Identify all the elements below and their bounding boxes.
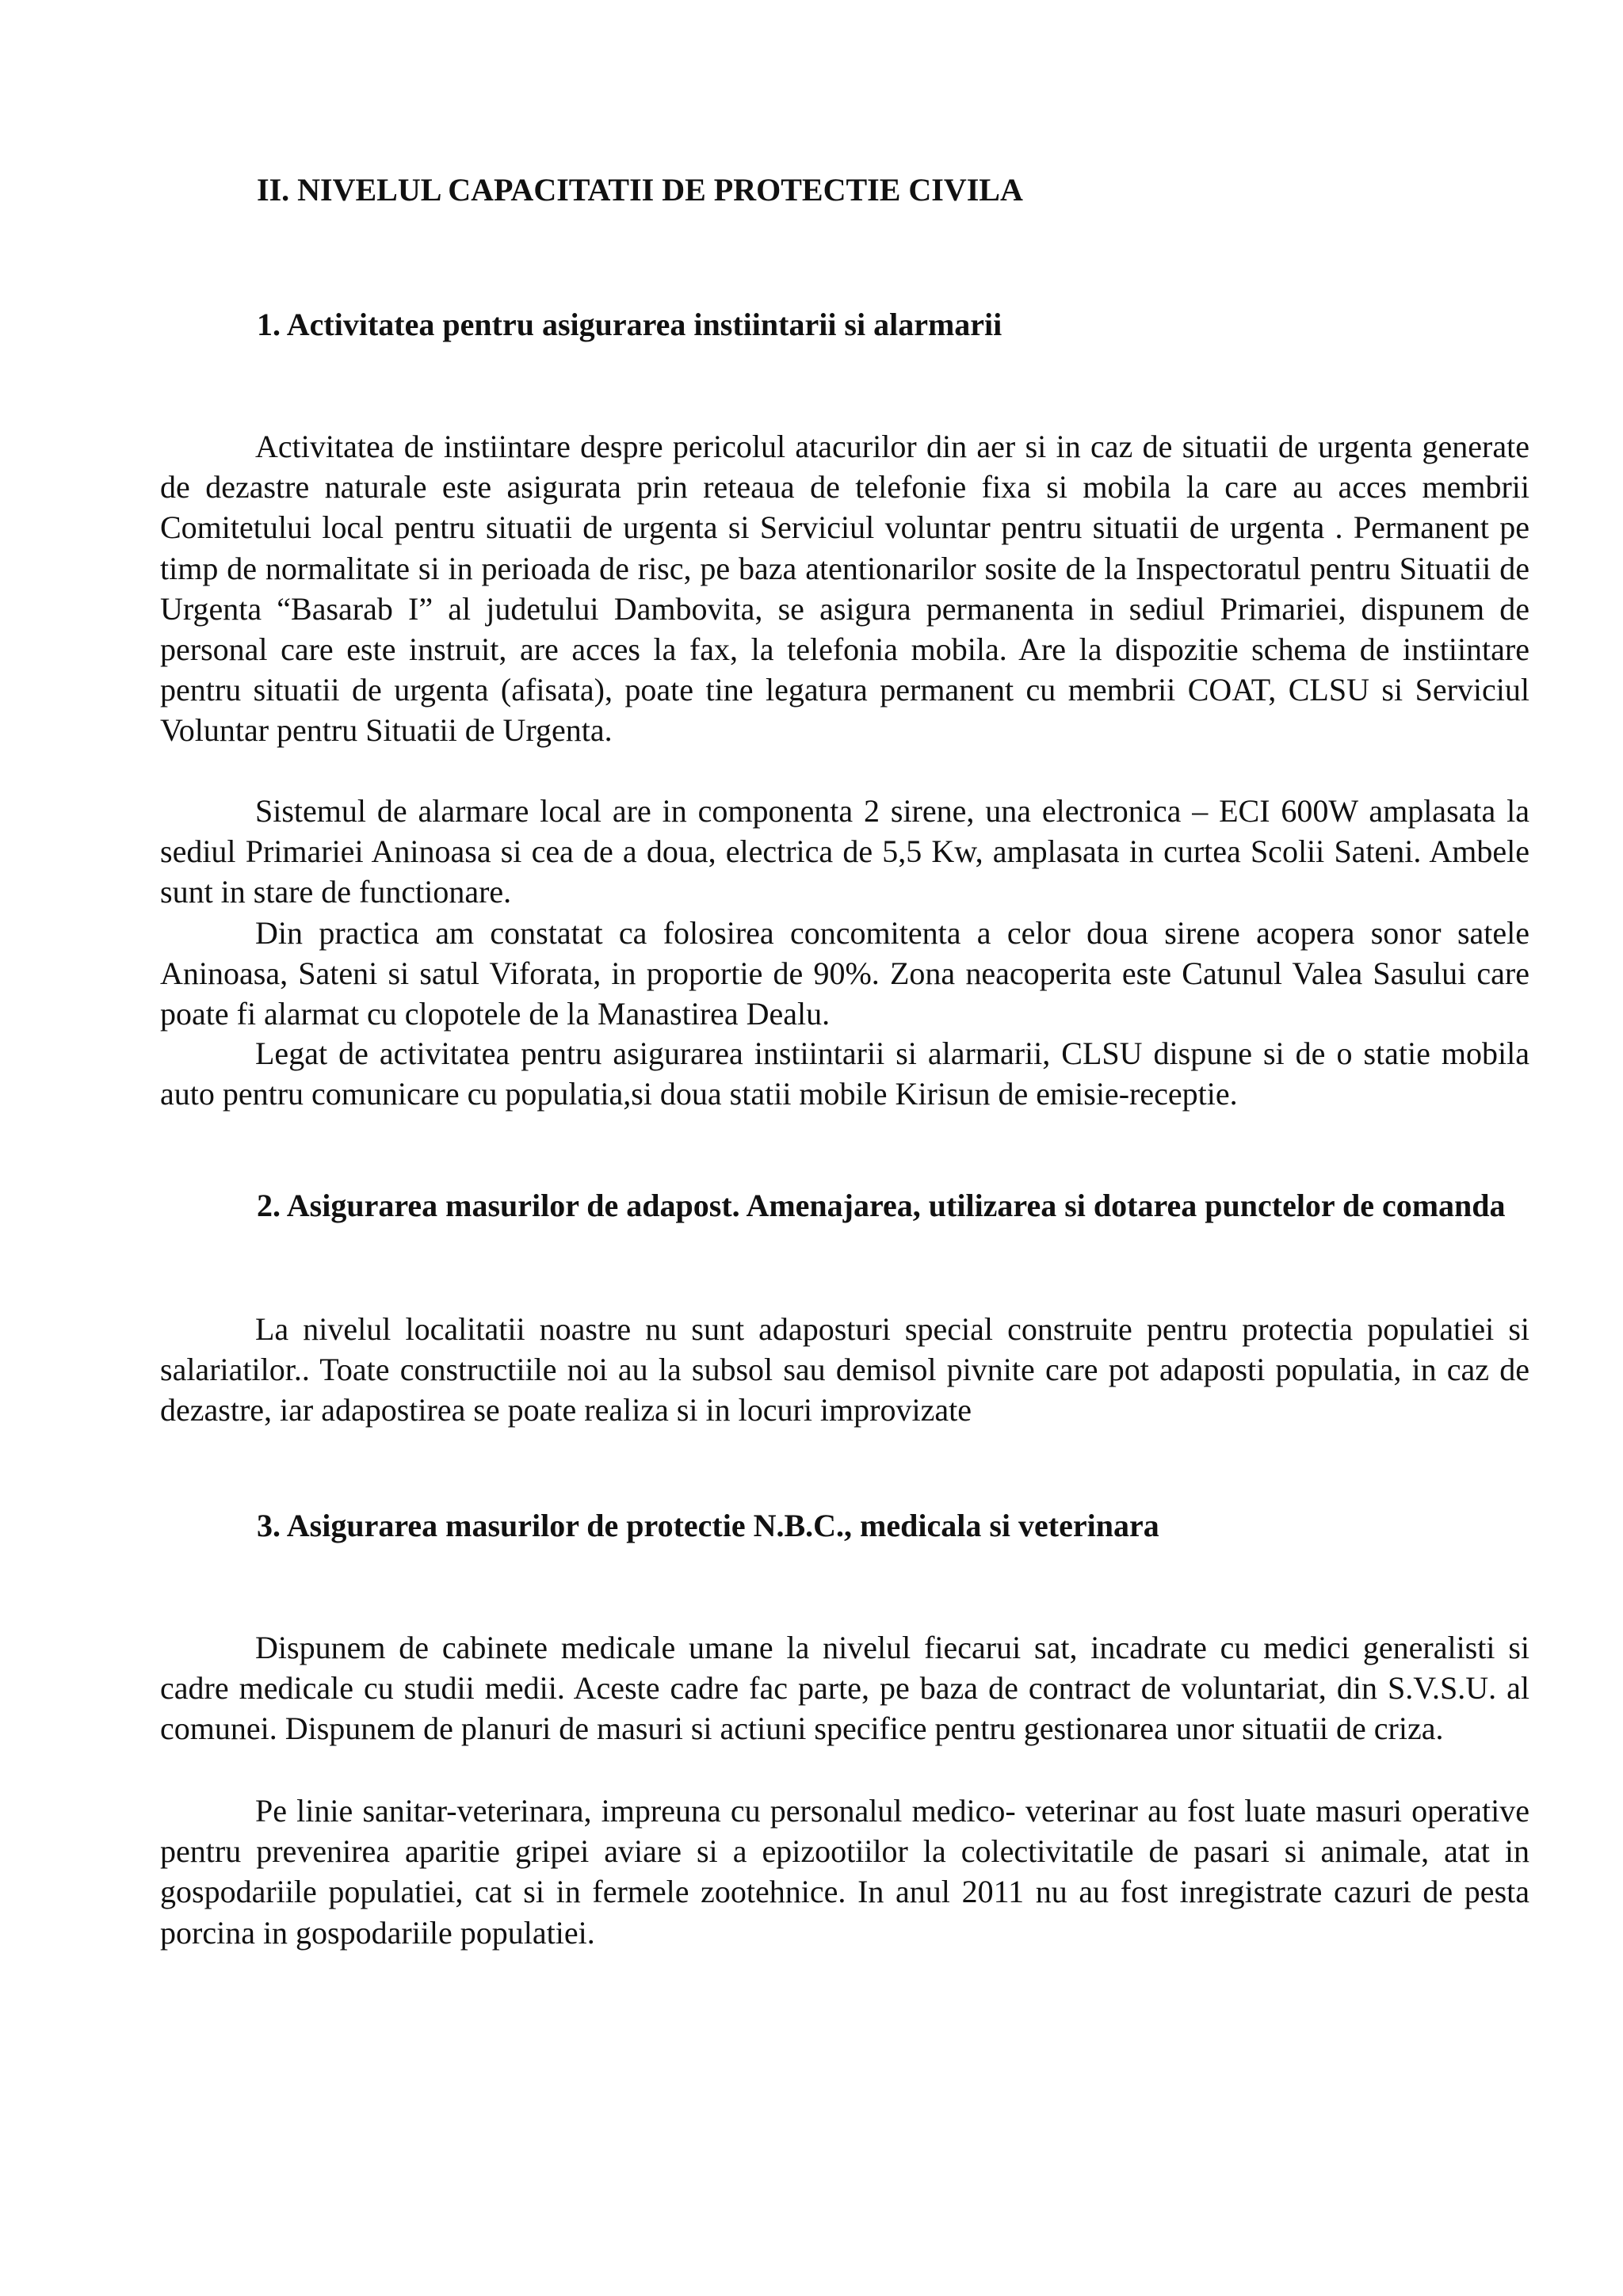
section-1-paragraph-1: Activitatea de instiintare despre pericolul atacurilor din aer si in caz de situatii de urgenta generate de dezastre naturale este asigurata prin reteaua de telefonie fixa si mobila la care au acces membrii Comitetului local pentru situatii de urgenta si Serviciul voluntar pentru situatii de urgenta . Permanent pe timp de normalitate si in perioada de risc, pe baza atentionarilor sosite de la Inspectoratul pentru Situatii de Urgenta “Basarab I” al judetului Dambovita, se asigura permanenta in sediul Primariei, dispunem de personal care este instruit, are acces la fax, la telefonia mobila. Are la dispozitie schema de instiintare pentru situatii de urgenta (afisata), poate tine legatura permanent cu membrii COAT, CLSU si Serviciul Voluntar pentru Situatii de Urgenta.	[160, 429, 1529, 749]
section-3-paragraph-1: Dispunem de cabinete medicale umane la nivelul fiecarui sat, incadrate cu medici generalisti si cadre medicale cu studii medii. Aceste cadre fac parte, pe baza de contract de voluntariat, din S.V.S.U. al comunei. Dispunem de planuri de masuri si actiuni specifice pentru gestionarea unor situatii de criza.	[160, 1630, 1529, 1747]
section-1-title: 1. Activitatea pentru asigurarea instiintarii si alarmarii	[257, 307, 1002, 342]
section-2-paragraph-1: La nivelul localitatii noastre nu sunt adaposturi special construite pentru protectia populatiei si salariatilor.. Toate constructiile noi au la subsol sau demisol pivnite care pot adaposti populatia, in caz de dezastre, iar adapostirea se poate realiza si in locuri improvizate	[160, 1311, 1529, 1428]
chapter-title: II. NIVELUL CAPACITATII DE PROTECTIE CIVILA	[257, 172, 1023, 208]
section-1-paragraph-2: Sistemul de alarmare local are in componenta 2 sirene, una electronica – ECI 600W amplasata la sediul Primariei Aninoasa si cea de a doua, electrica de 5,5 Kw, amplasata in curtea Scolii Sateni. Ambele sunt in stare de functionare.	[160, 793, 1529, 910]
section-3-title: 3. Asigurarea masurilor de protectie N.B.C., medicala si veterinara	[257, 1508, 1159, 1543]
section-3-paragraph-2: Pe linie sanitar-veterinara, impreuna cu personalul medico- veterinar au fost luate masuri operative pentru prevenirea aparitie gripei aviare si a epizootiilor la colectivitatile de pasari si animale, atat in gospodariile populatiei, cat si in fermele zootehnice. In anul 2011 nu au fost inregistrate cazuri de pesta porcina in gospodariile populatiei.	[160, 1793, 1529, 1951]
section-1-paragraph-3: Din practica am constatat ca folosirea concomitenta a celor doua sirene acopera sonor satele Aninoasa, Sateni si satul Viforata, in proportie de 90%. Zona neacoperita este Catunul Valea Sasului care poate fi alarmat cu clopotele de la Manastirea Dealu.	[160, 915, 1529, 1032]
section-2-title: 2. Asigurarea masurilor de adapost. Amenajarea, utilizarea si dotarea punctelor de comanda	[257, 1188, 1506, 1223]
section-1-paragraph-4: Legat de activitatea pentru asigurarea instiintarii si alarmarii, CLSU dispune si de o statie mobila auto pentru comunicare cu populatia,si doua statii mobile Kirisun de emisie-receptie.	[160, 1035, 1529, 1112]
